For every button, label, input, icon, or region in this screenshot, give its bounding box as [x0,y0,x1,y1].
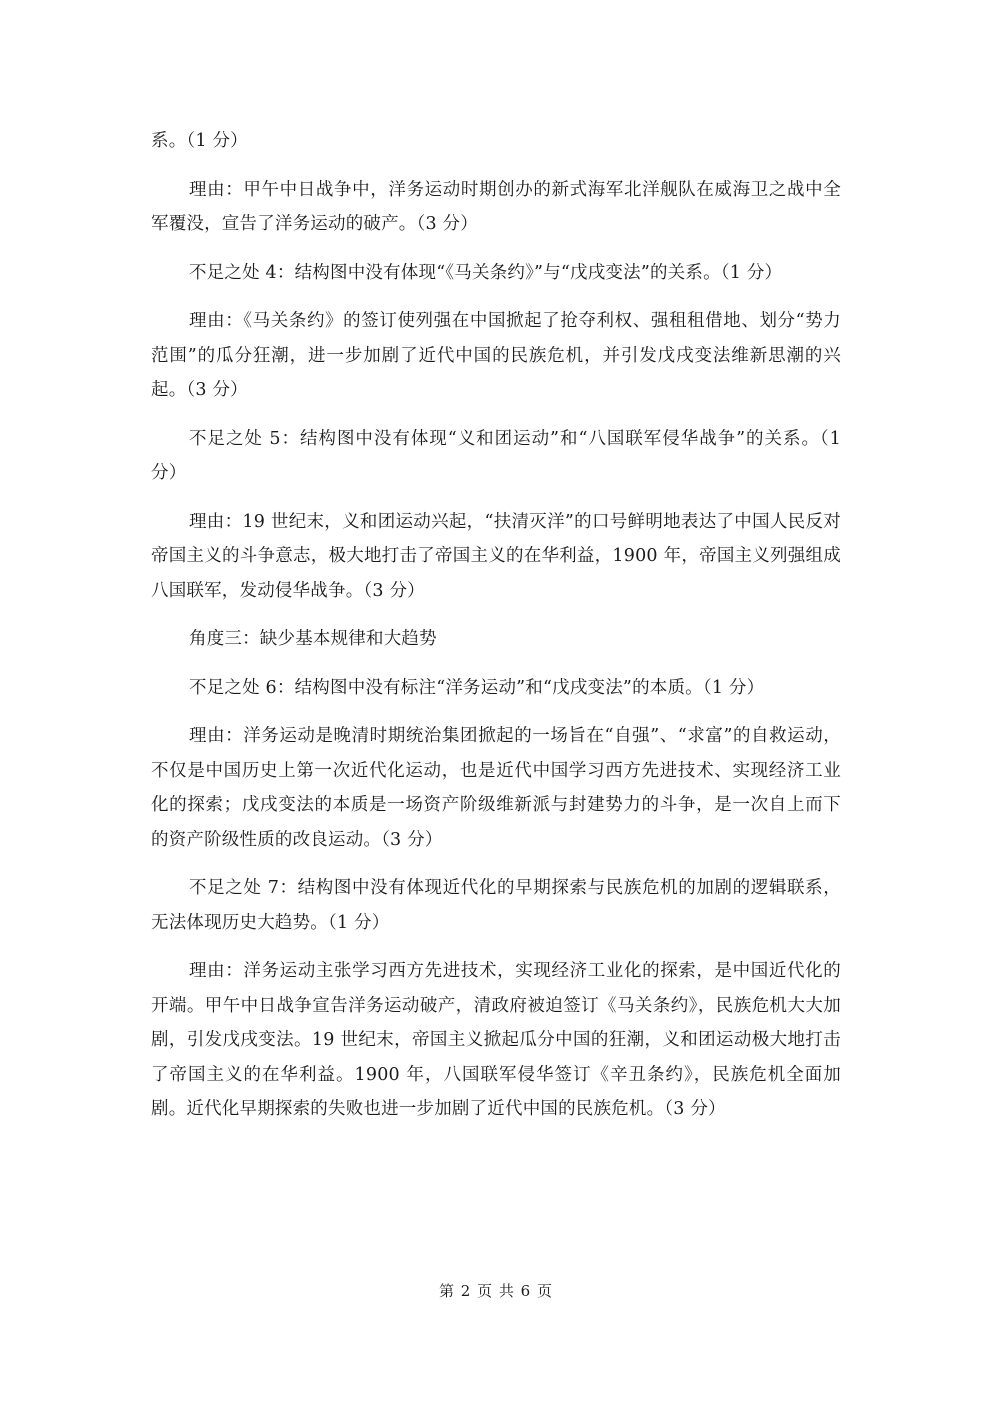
paragraph-deficiency-6: 不足之处 6：结构图中没有标注“洋务运动”和“戊戌变法”的本质。（1 分） [189,677,765,698]
paragraph-deficiency-4: 不足之处 4：结构图中没有体现“《马关条约》”与“戊戌变法”的关系。（1 分） [189,262,783,283]
section-heading-angle-3: 角度三：缺少基本规律和大趋势 [189,629,437,649]
paragraph-deficiency-7: 不足之处 7：结构图中没有体现近代化的早期探索与民族危机的加剧的逻辑联系，无法体现历史大趋势。（1 分） [151,878,841,933]
paragraph-reason-6: 理由：洋务运动是晚清时期统治集团掀起的一场旨在“自强”、“求富”的自救运动，不仅是中国历史上第一次近代化运动，也是近代中国学习西方先进技术、实现经济工业化的探索；戊戌变法的本质是一场资产阶级维新派与封建势力的斗争，是一次自上而下的资产阶级性质的改良运动。（3 分） [151,726,841,850]
paragraph-reason-5: 理由：19 世纪末，义和团运动兴起，“扶清灭洋”的口号鲜明地表达了中国人民反对帝国主义的斗争意志，极大地打击了帝国主义的在华利益，1900 年，帝国主义列强组成八国联军，发动侵华战争。（3 分） [151,511,841,601]
paragraph-deficiency-5: 不足之处 5：结构图中没有体现“义和团运动”和“八国联军侵华战争”的关系。（1 分） [151,428,841,483]
paragraph-reason-7: 理由：洋务运动主张学习西方先进技术，实现经济工业化的探索，是中国近代化的开端。甲午中日战争宣告洋务运动破产，清政府被迫签订《马关条约》，民族危机大大加剧，引发戊戌变法。19 世纪末，帝国主义掀起瓜分中国的狂潮，义和团运动极大地打击了帝国主义的在华利益。1900 年，八国联军侵华签订《辛丑条约》，民族危机全面加剧。近代化早期探索的失败也进一步加剧了近代中国的民族危机。（3 分） [151,961,841,1119]
paragraph-reason-3: 理由：甲午中日战争中，洋务运动时期创办的新式海军北洋舰队在威海卫之战中全军覆没，宣告了洋务运动的破产。（3 分） [151,179,841,234]
page-body [151,124,841,1141]
paragraph-continuation: 系。（1 分） [151,131,248,151]
paragraph-reason-4: 理由：《马关条约》的签订使列强在中国掀起了抢夺利权、强租租借地、划分“势力范围”的瓜分狂潮，进一步加剧了近代中国的民族危机，并引发戊戌变法维新思潮的兴起。（3 分） [151,311,841,400]
page-number-footer: 第 2 页 共 6 页 [439,1282,553,1300]
